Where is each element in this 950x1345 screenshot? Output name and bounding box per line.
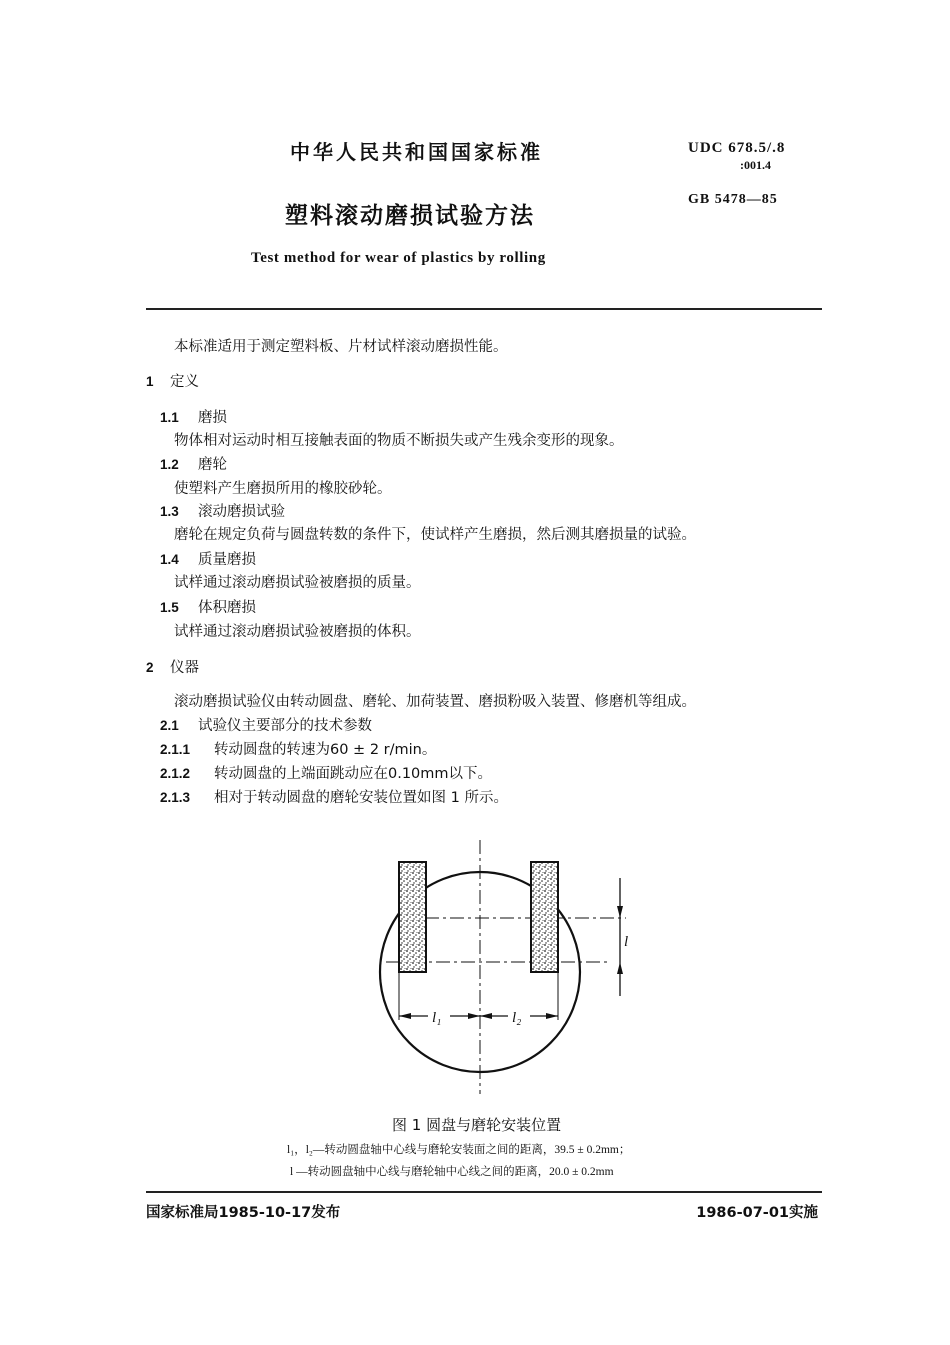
clause-title: 滚动磨损试验 <box>198 504 285 520</box>
clause-number: 1.5 <box>160 600 179 615</box>
figure-disc-wheel-diagram <box>370 836 640 1100</box>
clause-number: 2.1 <box>160 718 179 733</box>
param-text: 转动圆盘的转速为60 ± 2 r/min。 <box>214 742 437 758</box>
clause-number: 1.4 <box>160 552 179 567</box>
figure-note-l: l —转动圆盘轴中心线与磨轮轴中心线之间的距离，20.0 ± 0.2mm <box>290 1166 614 1178</box>
label-l1: l₁ <box>432 1010 442 1026</box>
section-1-heading <box>146 370 199 391</box>
param-number: 2.1.1 <box>160 742 191 757</box>
section-number: 1 <box>146 374 154 389</box>
param-text: 转动圆盘的上端面跳动应在0.10mm以下。 <box>214 766 493 782</box>
arrowhead <box>480 1013 492 1019</box>
issued-date: 国家标准局1985-10-17发布 <box>146 1205 341 1221</box>
header-divider <box>146 308 822 310</box>
national-standard-heading: 中华人民共和国国家标准 <box>290 140 543 164</box>
clause-number: 1.3 <box>160 504 179 519</box>
param-2-1-2 <box>160 762 492 783</box>
clause-1-2-text: 使塑料产生磨损所用的橡胶砂轮。 <box>174 481 392 497</box>
arrowhead <box>546 1013 558 1019</box>
param-text: 相对于转动圆盘的磨轮安装位置如图 1 所示。 <box>214 790 508 806</box>
section-title: 定义 <box>170 374 199 390</box>
abrasive-wheel-right <box>531 862 558 972</box>
abrasive-wheel-left <box>399 862 426 972</box>
footer-divider <box>146 1191 822 1193</box>
label-l: l <box>624 934 629 950</box>
section-title: 仪器 <box>170 660 199 676</box>
clause-1-2-heading <box>160 453 227 474</box>
param-number: 2.1.3 <box>160 790 191 805</box>
document-title: 塑料滚动磨损试验方法 <box>285 203 535 229</box>
clause-1-3-heading <box>160 500 285 521</box>
clause-title: 质量磨损 <box>198 552 256 568</box>
section-2-heading <box>146 656 199 677</box>
clause-title: 试验仪主要部分的技术参数 <box>198 718 372 734</box>
clause-1-1-heading <box>160 406 227 427</box>
clause-1-3-text: 磨轮在规定负荷与圆盘转数的条件下，使试样产生磨损，然后测其磨损量的试验。 <box>174 527 696 543</box>
section-2-intro: 滚动磨损试验仪由转动圆盘、磨轮、加荷装置、磨损粉吸入装置、修磨机等组成。 <box>174 694 696 710</box>
clause-1-4-heading <box>160 548 256 569</box>
clause-1-4-text: 试样通过滚动磨损试验被磨损的质量。 <box>174 575 421 591</box>
udc-code-suffix: :001.4 <box>740 158 771 172</box>
param-number: 2.1.2 <box>160 766 191 781</box>
clause-1-5-heading <box>160 596 256 617</box>
gb-number: GB 5478—85 <box>688 192 778 207</box>
document-title-english: Test method for wear of plastics by rolling <box>251 250 546 266</box>
param-2-1-1 <box>160 738 436 759</box>
figure-note-l1-l2: l₁，l₂—转动圆盘轴中心线与磨轮安装面之间的距离，39.5 ± 0.2mm； <box>287 1144 631 1156</box>
arrowhead <box>399 1013 411 1019</box>
figure-caption: 图 1 圆盘与磨轮安装位置 <box>392 1116 562 1134</box>
effective-date: 1986-07-01实施 <box>696 1205 818 1221</box>
clause-title: 磨损 <box>198 410 227 426</box>
clause-title: 磨轮 <box>198 457 227 473</box>
arrowhead <box>617 906 623 918</box>
clause-number: 1.2 <box>160 457 179 472</box>
clause-1-5-text: 试样通过滚动磨损试验被磨损的体积。 <box>174 624 421 640</box>
label-l2: l₂ <box>512 1010 522 1026</box>
udc-code: UDC 678.5/.8 <box>688 140 786 156</box>
scope-paragraph: 本标准适用于测定塑料板、片材试样滚动磨损性能。 <box>174 339 508 355</box>
clause-title: 体积磨损 <box>198 600 256 616</box>
clause-2-1-heading <box>160 714 372 735</box>
clause-1-1-text: 物体相对运动时相互接触表面的物质不断损失或产生残余变形的现象。 <box>174 433 624 449</box>
arrowhead <box>617 962 623 974</box>
param-2-1-3 <box>160 786 508 807</box>
clause-number: 1.1 <box>160 410 179 425</box>
arrowhead <box>468 1013 480 1019</box>
section-number: 2 <box>146 660 154 675</box>
